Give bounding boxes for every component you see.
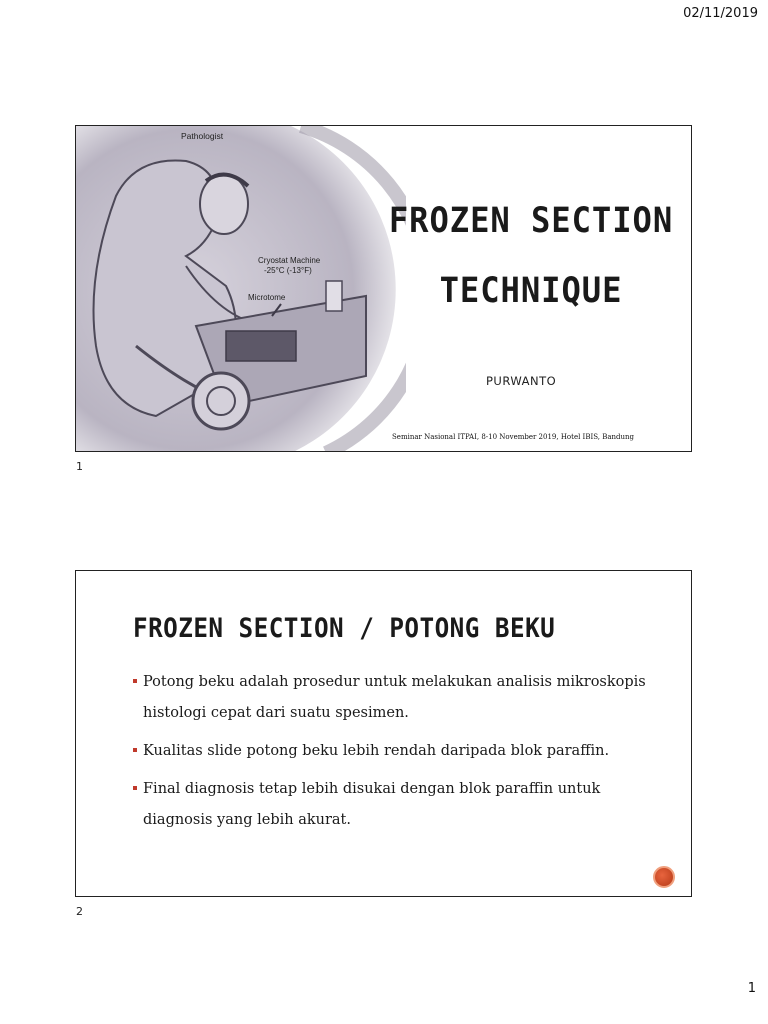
bullet-marker-icon <box>133 786 137 790</box>
label-microtome: Microtome <box>248 293 286 302</box>
bullet-text: Kualitas slide potong beku lebih rendah daripada blok paraffin. <box>143 743 610 759</box>
page-date: 02/11/2019 <box>683 6 758 21</box>
slide-2-title: FROZEN SECTION / POTONG BEKU <box>133 613 556 644</box>
label-temperature: -25°C (-13°F) <box>264 266 312 275</box>
logo-circle-icon <box>653 866 675 888</box>
seminar-footer: Seminar Nasional ITPAI, 8-10 November 2019, Hotel IBIS, Bandung <box>392 433 635 441</box>
label-pathologist: Pathologist <box>181 131 224 141</box>
title-line-1: FROZEN SECTION <box>388 201 674 241</box>
list-item <box>133 736 673 767</box>
author-name: PURWANTO <box>486 374 557 388</box>
label-cryostat: Cryostat Machine <box>258 256 321 265</box>
bullet-text: Potong beku adalah prosedur untuk melakukan analisis mikroskopis histologi cepat dari suatu spesimen. <box>143 674 646 721</box>
bullet-list <box>133 667 673 843</box>
slide-title <box>376 186 686 326</box>
list-item <box>133 667 673 729</box>
bullet-marker-icon <box>133 679 137 683</box>
page-number: 1 <box>747 981 756 996</box>
list-item <box>133 774 673 836</box>
bullet-marker-icon <box>133 748 137 752</box>
slide-2 <box>75 570 692 897</box>
slide-number-2: 2 <box>76 905 83 918</box>
title-line-2: TECHNIQUE <box>439 271 623 311</box>
slide-number-1: 1 <box>76 460 83 473</box>
bullet-text: Final diagnosis tetap lebih disukai dengan blok paraffin untuk diagnosis yang lebih akurat. <box>143 781 601 828</box>
pathologist-illustration <box>76 126 406 452</box>
slide-1 <box>75 125 692 452</box>
